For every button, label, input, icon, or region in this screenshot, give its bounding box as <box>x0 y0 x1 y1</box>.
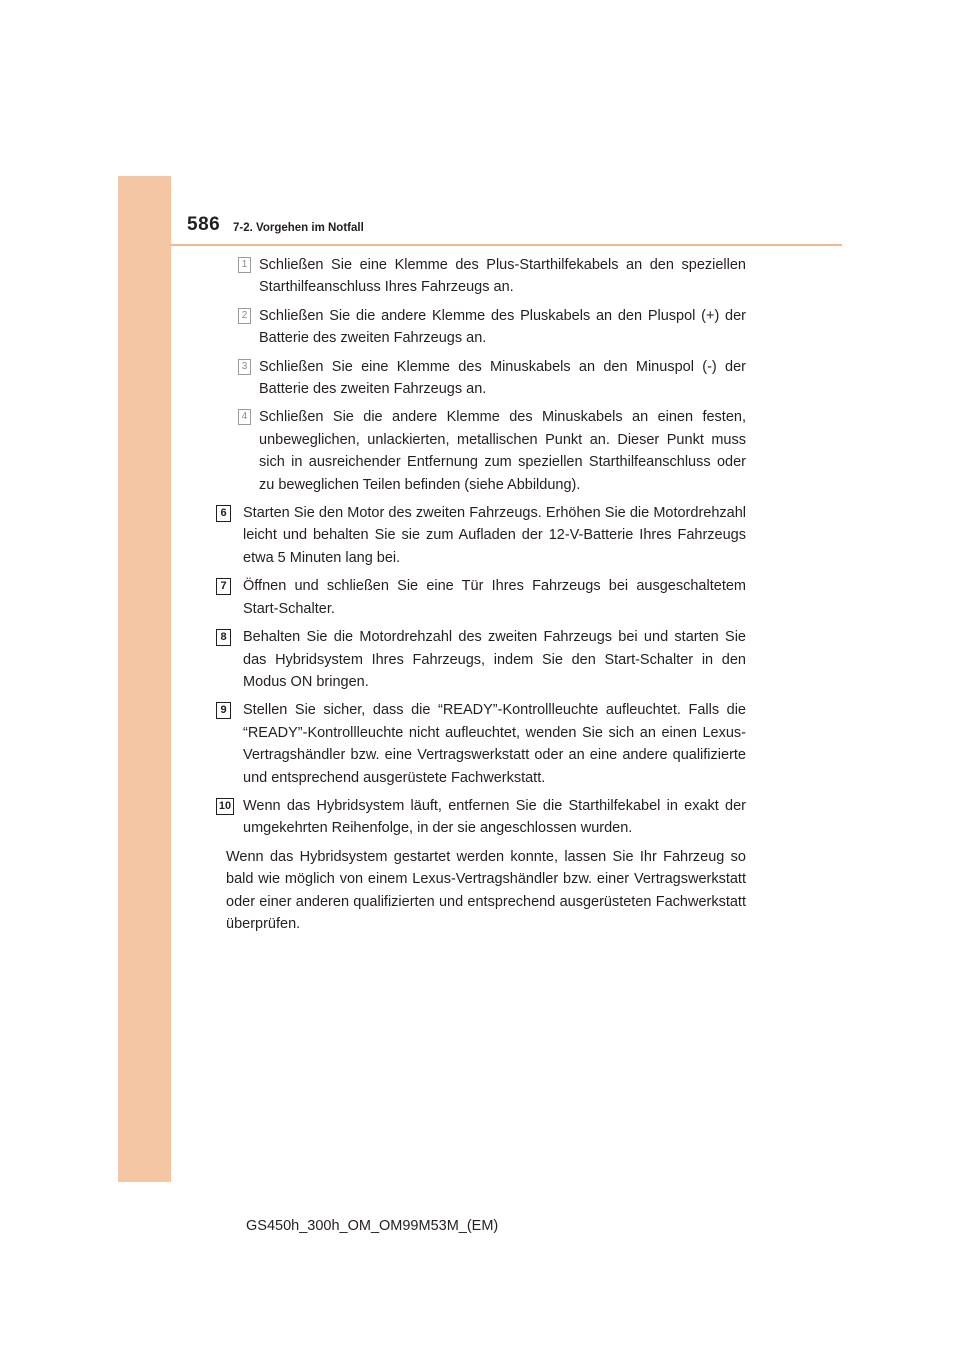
step-number-badge: 4 <box>238 409 251 425</box>
step-text: Wenn das Hybridsystem läuft, entfernen Sie die Starthilfekabel in exakt der umgekehrten Reihenfolge, in der sie angeschlossen wurden. <box>243 797 746 837</box>
step-number-badge: 3 <box>238 359 251 375</box>
step-number-badge: 10 <box>216 798 234 815</box>
step-9 <box>216 699 746 789</box>
step-text: Starten Sie den Motor des zweiten Fahrzeugs. Erhöhen Sie die Motordrehzahl leicht und behalten Sie sie zum Aufladen der 12-V-Batterie Ihres Fahrzeugs etwa 5 Minuten lang bei. <box>243 505 746 566</box>
section-title: 7-2. Vorgehen im Notfall <box>233 222 364 234</box>
substep-2 <box>216 305 746 350</box>
substep-text: Schließen Sie die andere Klemme des Pluskabels an den Pluspol (+) der Batterie des zweiten Fahrzeugs an. <box>259 307 746 347</box>
step-number-badge: 1 <box>238 257 251 273</box>
footer-document-code: GS450h_300h_OM_OM99M53M_(EM) <box>246 1218 499 1234</box>
side-band <box>118 176 171 1182</box>
step-number-badge: 2 <box>238 308 251 324</box>
step-number-badge: 7 <box>216 578 231 595</box>
substep-text: Schließen Sie eine Klemme des Minuskabels an den Minuspol (-) der Batterie des zweiten Fahrzeugs an. <box>259 358 746 398</box>
step-8 <box>216 626 746 693</box>
substep-text: Schließen Sie eine Klemme des Plus-Starthilfekabels an den speziellen Starthilfeanschluss Ihres Fahrzeugs an. <box>259 257 746 296</box>
substep-1 <box>216 254 746 299</box>
instruction-content <box>216 254 746 935</box>
step-text: Öffnen und schließen Sie eine Tür Ihres Fahrzeugs bei ausgeschaltetem Start-Schalter. <box>243 578 746 617</box>
substep-4 <box>216 406 746 496</box>
header-divider <box>171 244 842 246</box>
step-10 <box>216 795 746 840</box>
step-text: Behalten Sie die Motordrehzahl des zweiten Fahrzeugs bei und starten Sie das Hybridsystem Ihres Fahrzeugs, indem Sie den Start-Schalter in den Modus ON bringen. <box>243 629 746 690</box>
step-number-badge: 9 <box>216 702 231 719</box>
substep-3 <box>216 356 746 401</box>
step-number-badge: 6 <box>216 505 231 522</box>
step-7 <box>216 575 746 620</box>
closing-paragraph: Wenn das Hybridsystem gestartet werden konnte, lassen Sie Ihr Fahrzeug so bald wie möglich von einem Lexus-Vertragshändler bzw. einer Vertragswerkstatt oder einer anderen qualifizierten und entsprechend ausgerüsteten Fachwerkstatt überprüfen. <box>226 848 746 932</box>
step-6 <box>216 502 746 569</box>
step-text: Stellen Sie sicher, dass die “READY”-Kontrollleuchte aufleuchtet. Falls die “READY”-Kontrollleuchte nicht aufleuchtet, wenden Sie sich an einen Lexus-Vertragshändler bzw. eine Vertragswerkstatt oder an eine andere qualifizierte und entsprechend ausgerüstete Fachwerkstatt. <box>243 702 746 786</box>
page-number: 586 <box>187 214 221 235</box>
substep-text: Schließen Sie die andere Klemme des Minuskabels an einen festen, unbeweglichen, unlackierten, metallischen Punkt an. Dieser Punkt muss sich in ausreichender Entfernung zum speziellen Starthilfeanschluss oder zu beweglichen Teilen befinden (siehe Abbildung). <box>259 409 746 493</box>
step-number-badge: 8 <box>216 629 231 646</box>
